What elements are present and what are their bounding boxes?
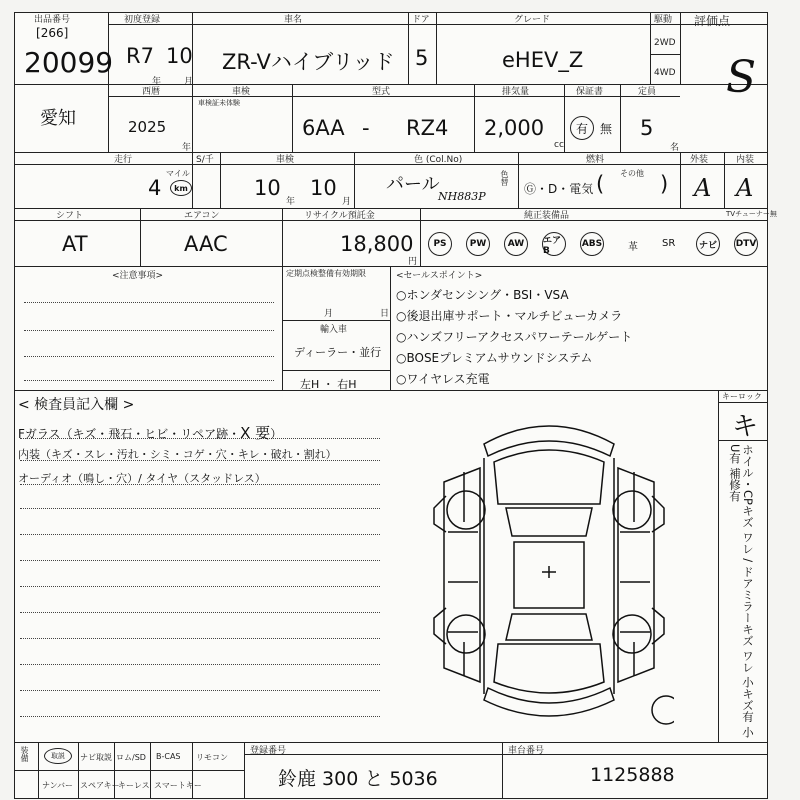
rule-v: [220, 152, 221, 208]
warranty-no: 無: [600, 122, 613, 136]
inspector-glass-text: [18, 422, 282, 443]
plate: 鈴鹿 300 と 5036: [278, 768, 438, 790]
key-mark: キ: [732, 412, 759, 442]
rule-v: [282, 208, 283, 266]
footer-plate: ナンバー: [42, 781, 74, 790]
inspector-interior: 内装（キズ・スレ・汚れ・シミ・コゲ・穴・キレ・破れ・割れ）: [18, 448, 337, 461]
note-line: [24, 302, 274, 303]
fuel-options: Ⓖ・D・電気: [524, 182, 594, 196]
rule-notes: [14, 390, 768, 391]
rule-v: [192, 84, 193, 152]
rule-v: [474, 84, 475, 152]
rule-v: [108, 84, 109, 152]
car-diagram: [424, 412, 674, 732]
lot-number-top-value: 266: [40, 26, 64, 40]
rule-h: [718, 402, 768, 403]
drive-2wd: 2WD: [654, 38, 676, 48]
mileage-unit-top: マイル: [166, 169, 190, 178]
equip-abs: ABS: [580, 232, 604, 256]
footer-smart-key: スマートキー: [154, 781, 202, 790]
exterior: A: [694, 174, 712, 202]
displacement-label: 排気量: [502, 87, 530, 97]
shaken-month: 10: [310, 176, 337, 200]
inspection-sub: 車検証未体験: [198, 99, 240, 107]
grade-label: グレード: [514, 15, 551, 25]
shaken-month-unit: 月: [342, 197, 352, 207]
rule-v: [244, 742, 245, 798]
color-change-label: 色替: [500, 170, 509, 186]
sales-point: ○後退出庫サポート・マルチビューカメラ: [396, 309, 623, 323]
inspector-line: [20, 690, 380, 691]
recycle: 18,800: [340, 232, 414, 256]
fuel-paren-close: ): [660, 172, 669, 196]
mileage-unit: km: [170, 180, 192, 196]
note-line: [24, 330, 274, 331]
rule-v: [680, 152, 681, 208]
recycle-unit: 円: [408, 257, 418, 267]
score: S: [726, 52, 757, 103]
damage-legend: ホイル・CPキズ ワレ / ドアミラーキズ ワレ 小キズ有 小U有 補修有: [728, 444, 755, 738]
drive-4wd: 4WD: [654, 68, 676, 78]
ac-label: エアコン: [184, 211, 220, 221]
rule-v: [650, 12, 651, 84]
inspector-line: [20, 638, 380, 639]
inspector-glass: Fガラス（キズ・飛石・ヒビ・リペア跡・: [18, 427, 241, 441]
import-label: 輸入車: [320, 325, 348, 335]
capacity-unit: 名: [670, 143, 680, 153]
equip-leather: 革: [628, 242, 638, 253]
lot-number: 20099: [24, 46, 114, 79]
rule-v: [354, 152, 355, 208]
capacity: 5: [640, 116, 654, 140]
chassis-label: 車台番号: [508, 746, 545, 756]
shaken-label: 車検: [276, 155, 295, 165]
year-label: 西暦: [142, 87, 161, 97]
caution-label: <注意事項>: [112, 271, 164, 281]
equip-sunroof: SR: [662, 238, 676, 249]
inspection-label: 車検: [232, 87, 251, 97]
deadline-day: 日: [380, 309, 390, 319]
warranty-label: 保証書: [576, 87, 604, 97]
interior: A: [736, 174, 754, 202]
rule-drive: [650, 54, 680, 55]
car-name: ZR-Vハイブリッド: [222, 50, 395, 74]
model-prefix: 6AA: [302, 116, 345, 140]
hood: [494, 450, 604, 504]
capacity-label: 定員: [638, 87, 657, 97]
rule-v: [518, 152, 519, 208]
rule-v: [436, 12, 437, 84]
sales-point: ○BOSEプレミアムサウンドシステム: [396, 351, 593, 365]
mileage: 4: [148, 176, 162, 200]
fuel-label: 燃料: [586, 155, 605, 165]
trunk: [494, 644, 604, 693]
rear-window: [506, 614, 592, 640]
equip-navi: ナビ: [696, 232, 720, 256]
inspector-line: [20, 664, 380, 665]
rule-v: [564, 84, 565, 152]
windshield: [506, 508, 592, 536]
sales-point: ○ワイヤレス充電: [396, 372, 490, 386]
shaken-year: 10: [254, 176, 281, 200]
rule-v: [390, 266, 391, 390]
ac: AAC: [184, 232, 228, 256]
spare-wheel: [652, 696, 674, 724]
equip-dtv: DTV: [734, 232, 758, 256]
note-line: [24, 380, 274, 381]
shift: AT: [62, 232, 88, 256]
inspector-line: [20, 560, 380, 561]
front-bumper: [484, 426, 614, 456]
equip-aw: AW: [504, 232, 528, 256]
doors-label: ドア: [412, 15, 430, 25]
interior-label: 内装: [736, 155, 755, 165]
inspector-glass-end: ）: [270, 427, 283, 441]
dealer-parallel: ディーラー・並行: [294, 346, 382, 359]
color-code: NH883P: [438, 190, 486, 203]
auction-sheet: [14, 12, 777, 798]
first-reg-label: 初度登録: [124, 15, 161, 25]
plate-label: 登録番号: [250, 746, 287, 756]
inspector-title: < 検査員記入欄 >: [18, 397, 135, 413]
sales-point: ○ホンダセンシング・BSI・VSA: [396, 288, 569, 302]
fuel-paren-open: (: [596, 172, 605, 196]
sales-points-label: <セールスポイント>: [396, 271, 483, 281]
rule-v: [724, 152, 725, 208]
equip-pw: PW: [466, 232, 490, 256]
equip-ps: PS: [428, 232, 452, 256]
rule-v: [150, 742, 151, 798]
fuel-other: その他: [620, 169, 644, 178]
model-dash: -: [362, 116, 370, 140]
key-label: キーロック: [722, 392, 762, 401]
year: 2025: [128, 118, 167, 136]
rule-v: [38, 742, 39, 798]
equip-airbag: エアB: [542, 232, 566, 256]
rule-inspector: [14, 742, 768, 743]
first-reg-month: 10: [166, 44, 193, 68]
doors: 5: [415, 46, 429, 70]
chassis: 1125888: [590, 764, 675, 786]
year-unit: 年: [182, 143, 192, 153]
rule-v: [282, 266, 283, 390]
rule-h: [282, 370, 390, 371]
color-label: 色 (Col.No): [414, 155, 463, 165]
inspection-deadline-label: 定期点検整備有効期限: [286, 269, 366, 278]
warranty-yes: 有: [570, 116, 594, 140]
inspector-line: [20, 586, 380, 587]
rule-v: [408, 12, 409, 84]
mileage-unit-label: S/千: [196, 155, 214, 165]
lot-number-top: [266]: [36, 26, 69, 40]
inspector-line: [20, 508, 380, 509]
footer-remote: リモコン: [196, 753, 228, 762]
footer-rom-sd: ロム/SD: [116, 753, 146, 762]
sales-point: ○ハンズフリーアクセスパワーテールゲート: [396, 330, 633, 344]
equipment-row-label: 装備: [20, 746, 29, 762]
car-name-label: 車名: [284, 15, 303, 25]
inspector-line: [20, 612, 380, 613]
rule-v: [192, 152, 193, 208]
mileage-label: 走行: [114, 155, 133, 165]
rule-label: [14, 220, 768, 221]
shaken-year-unit: 年: [286, 197, 296, 207]
footer-navi-manual: ナビ取説: [80, 753, 112, 762]
rule-h: [14, 770, 244, 771]
rule-v: [292, 84, 293, 152]
shift-label: シフト: [56, 211, 84, 221]
region: 愛知: [40, 108, 76, 129]
color: パール: [386, 174, 440, 195]
equipment-label: 純正装備品: [524, 211, 570, 221]
first-reg-month-unit: 月: [184, 77, 194, 87]
inspector-audio: オーディオ（鳴し・穴）/ タイヤ（スタッドレス）: [18, 472, 266, 485]
rule-row3: [14, 208, 768, 209]
drive-label: 駆動: [654, 15, 673, 25]
frame-left: [14, 12, 15, 798]
rule-v: [420, 208, 421, 266]
rule-v: [502, 742, 503, 798]
frame-right: [767, 12, 768, 798]
inspector-line: [20, 716, 380, 717]
tuner-label: TVチューナー無: [726, 210, 777, 218]
rule-label: [108, 24, 680, 25]
first-reg-era: R7: [126, 44, 154, 68]
footer-bcas: B-CAS: [156, 752, 181, 761]
handle-position: 左H ・ 右H: [300, 378, 357, 391]
first-reg-year-unit: 年: [152, 77, 162, 87]
displacement: 2,000: [484, 116, 545, 140]
rule-label: [244, 754, 768, 755]
inspector-glass-mark: X 要: [240, 424, 271, 442]
exterior-label: 外装: [690, 155, 709, 165]
grade: eHEV_Z: [502, 48, 584, 72]
rule-v: [718, 390, 719, 742]
rule-v: [620, 84, 621, 152]
note-line: [24, 356, 274, 357]
rule-v: [680, 12, 681, 84]
frame-bottom: [14, 798, 768, 799]
model-code: RZ4: [406, 116, 449, 140]
rule-v: [140, 208, 141, 266]
displacement-unit: cc: [554, 140, 564, 150]
recycle-label: リサイクル預託金: [304, 211, 375, 221]
footer-keyless: キーレス: [118, 781, 150, 790]
footer-spare-key: スペアキー: [80, 781, 120, 790]
lot-label: 出品番号: [34, 15, 71, 25]
inspector-line: [20, 534, 380, 535]
center-marks: [542, 566, 556, 578]
footer-manual: 取説: [44, 748, 72, 764]
rear-bumper: [484, 688, 614, 716]
deadline-month: 月: [324, 309, 334, 319]
model-label: 型式: [372, 87, 391, 97]
score-label: 評価点: [694, 14, 731, 28]
